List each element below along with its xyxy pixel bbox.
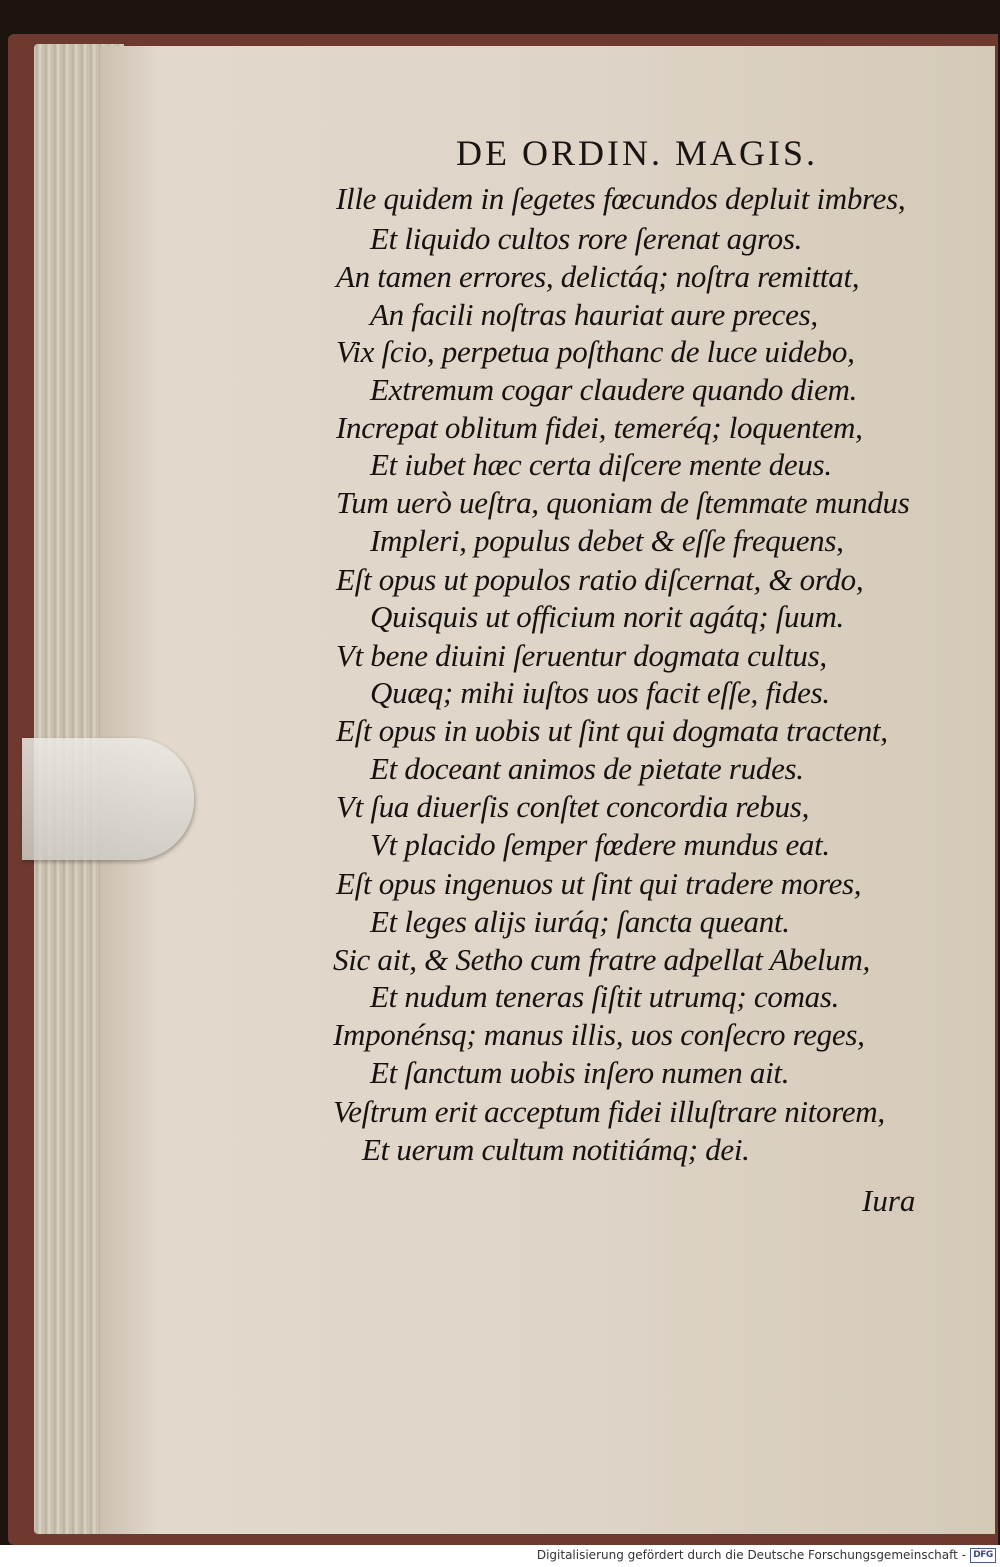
verse-line: Et ſanctum uobis inſero numen ait. (370, 1055, 790, 1090)
verse-line: Extremum cogar claudere quando diem. (370, 372, 858, 407)
verse-line: Vt bene diuini ſeruentur dogmata cultus, (336, 638, 827, 673)
verse-line: Et uerum cultum notitiámq; dei. (362, 1132, 750, 1167)
verse-line: Eſt opus ut populos ratio diſcernat, & ordo, (336, 562, 864, 597)
verse-line: Et liquido cultos rore ſerenat agros. (370, 221, 803, 256)
verse-line: Quæq; mihi iuſtos uos facit eſſe, fides. (370, 675, 830, 710)
running-head: DE ORDIN. MAGIS. (456, 133, 818, 173)
verse-line: Et doceant animos de pietate rudes. (370, 751, 804, 786)
verse-line: Et nudum teneras ſiſtit utrumq; comas. (370, 979, 840, 1014)
verse-line: Eſt opus in uobis ut ſint qui dogmata tractent, (336, 713, 888, 748)
verse-line: Eſt opus ingenuos ut ſint qui tradere mores, (336, 866, 862, 901)
verse-line: Increpat oblitum fidei, temeréq; loquentem, (336, 410, 863, 445)
verse-line: Vt placido ſemper fœdere mundus eat. (370, 827, 830, 862)
verse-line: Et iubet hæc certa diſcere mente deus. (370, 447, 832, 482)
footer-bar (0, 1545, 1000, 1567)
verse-line: Veſtrum erit acceptum fidei illuſtrare nitorem, (333, 1094, 885, 1129)
verse-line: Impleri, populus debet & eſſe frequens, (370, 523, 844, 558)
verse-line: An tamen errores, delictáq; noſtra remittat, (336, 259, 860, 294)
catchword: Iura (862, 1183, 916, 1218)
dfg-logo-icon: DFG (970, 1548, 996, 1563)
verse-line: Ille quidem in ſegetes fœcundos depluit imbres, (336, 181, 906, 216)
verse-line: An facili noſtras hauriat aure preces, (370, 297, 818, 332)
verse-line: Sic ait, & Setho cum fratre adpellat Abelum, (333, 942, 870, 977)
verse-line: Imponénsq; manus illis, uos conſecro reges, (333, 1017, 865, 1052)
verse-line: Vix ſcio, perpetua poſthanc de luce uidebo, (336, 334, 855, 369)
verse-line: Vt ſua diuerſis conſtet concordia rebus, (336, 789, 810, 824)
verse-line: Et leges alijs iuráq; ſancta queant. (370, 904, 790, 939)
verse-line: Tum uerò ueſtra, quoniam de ſtemmate mundus (336, 485, 910, 520)
verse-line: Quisquis ut officium norit agátq; ſuum. (370, 599, 844, 634)
funding-credit: Digitalisierung gefördert durch die Deutsche Forschungsgemeinschaft - (536, 1548, 966, 1562)
